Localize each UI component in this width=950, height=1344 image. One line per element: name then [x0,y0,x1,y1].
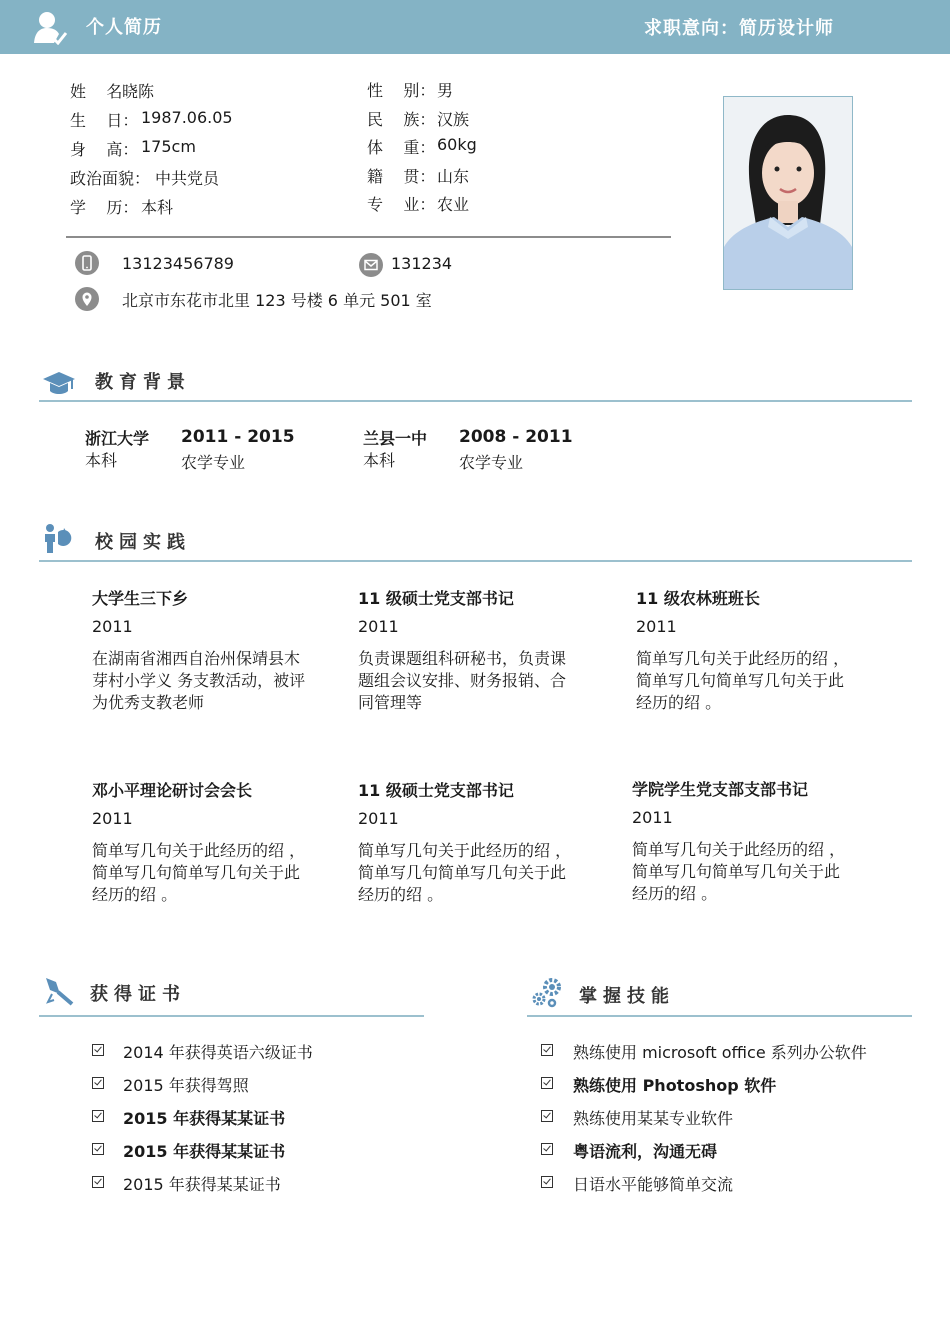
certificate-item: 2015 年获得某某证书 [123,1109,286,1128]
divider [66,236,671,238]
checkbox-icon [541,1176,553,1188]
profile-photo [723,96,853,290]
certificate-icon [42,974,74,1006]
info-value: 晓陈 [122,82,155,101]
info-label: 政治面貌： [70,169,151,188]
practice-desc: 简单写几句关于此经历的绍 ， 简单写几句简单写几句关于此经历的绍 。 [636,649,850,712]
info-value: 175cm [141,137,196,156]
info-value: 农业 [437,195,470,214]
skill-item: 熟练使用 Photoshop 软件 [573,1076,777,1095]
certificate-item: 2015 年获得驾照 [123,1076,249,1095]
resume-title: 个人简历 [86,17,162,38]
checkbox-icon [541,1044,553,1056]
practice-title: 学院学生党支部支部书记 [632,780,809,799]
skill-item: 熟练使用 microsoft office 系列办公软件 [573,1043,867,1062]
degree: 本科 [363,451,396,470]
presenter-icon [42,522,74,554]
section-line [527,1015,912,1017]
certificate-item: 2015 年获得某某证书 [123,1175,281,1194]
skill-item: 粤语流利，沟通无碍 [573,1142,718,1161]
info-label: 体 重： [367,138,436,157]
info-value: 60kg [437,135,477,154]
checkbox-icon [92,1044,104,1056]
study-years: 2008 - 2011 [459,427,573,447]
degree: 本科 [85,451,118,470]
email: 131234 [391,254,453,273]
phone-icon [75,251,99,275]
practice-year: 2011 [636,617,677,636]
checkbox-icon [541,1077,553,1089]
mail-icon [359,253,383,277]
practice-desc: 简单写几句关于此经历的绍 ， 简单写几句简单写几句关于此经历的绍 。 [358,841,572,904]
practice-year: 2011 [92,809,133,828]
checkbox-icon [541,1110,553,1122]
practice-desc: 在湖南省湘西自治州保靖县木芽村小学义 务支教活动，被评为优秀支教老师 [92,649,306,712]
checkbox-icon [92,1143,104,1155]
info-value: 汉族 [437,110,470,129]
info-label: 生 日： [70,111,139,130]
section-line [39,400,912,402]
info-label: 姓 名 [70,82,123,101]
info-label: 学 历： [70,198,139,217]
study-years: 2011 - 2015 [181,427,295,447]
practice-year: 2011 [632,808,673,827]
address: 北京市东花市北里 123 号楼 6 单元 501 室 [122,291,432,310]
checkbox-icon [92,1077,104,1089]
info-label: 性 别： [367,81,436,100]
practice-title: 大学生三下乡 [92,589,189,608]
practice-year: 2011 [358,617,399,636]
section-line [39,1015,424,1017]
info-value: 本科 [141,198,174,217]
job-intent: 求职意向：简历设计师 [644,18,834,39]
major: 农学专业 [459,453,524,472]
section-title-certificates: 获得证书 [90,984,186,1005]
header-bar [0,0,950,54]
school-name: 浙江大学 [85,429,150,448]
practice-title: 邓小平理论研讨会会长 [92,781,253,800]
info-label: 民 族： [367,110,436,129]
school-name: 兰县一中 [363,429,428,448]
practice-desc: 负责课题组科研秘书，负责课题组会议安排、财务报销、合同管理等 [358,649,567,712]
user-icon [32,9,68,45]
checkbox-icon [541,1143,553,1155]
certificate-item: 2015 年获得某某证书 [123,1142,286,1161]
section-line [39,560,912,562]
info-value: 中共党员 [155,169,220,188]
checkbox-icon [92,1110,104,1122]
section-title-practice: 校园实践 [95,532,191,553]
practice-title: 11 级农林班班长 [636,589,760,608]
practice-desc: 简单写几句关于此经历的绍 ， 简单写几句简单写几句关于此经历的绍 。 [632,840,846,903]
location-icon [75,287,99,311]
major: 农学专业 [181,453,246,472]
info-value: 1987.06.05 [141,108,233,127]
certificate-item: 2014 年获得英语六级证书 [123,1043,313,1062]
graduation-cap-icon [42,370,76,396]
phone-number: 13123456789 [122,254,234,273]
practice-title: 11 级硕士党支部书记 [358,781,514,800]
practice-year: 2011 [358,809,399,828]
info-label: 身 高： [70,140,139,159]
skill-item: 日语水平能够简单交流 [573,1175,734,1194]
info-value: 山东 [437,167,470,186]
section-title-skills: 掌握技能 [579,986,675,1007]
info-label: 籍 贯： [367,167,436,186]
gears-icon [530,976,564,1008]
info-label: 专 业： [367,195,436,214]
skill-item: 熟练使用某某专业软件 [573,1109,734,1128]
practice-desc: 简单写几句关于此经历的绍 ， 简单写几句简单写几句关于此经历的绍 。 [92,841,306,904]
practice-year: 2011 [92,617,133,636]
checkbox-icon [92,1176,104,1188]
practice-title: 11 级硕士党支部书记 [358,589,514,608]
info-value: 男 [437,81,454,100]
section-title-education: 教育背景 [95,372,191,393]
